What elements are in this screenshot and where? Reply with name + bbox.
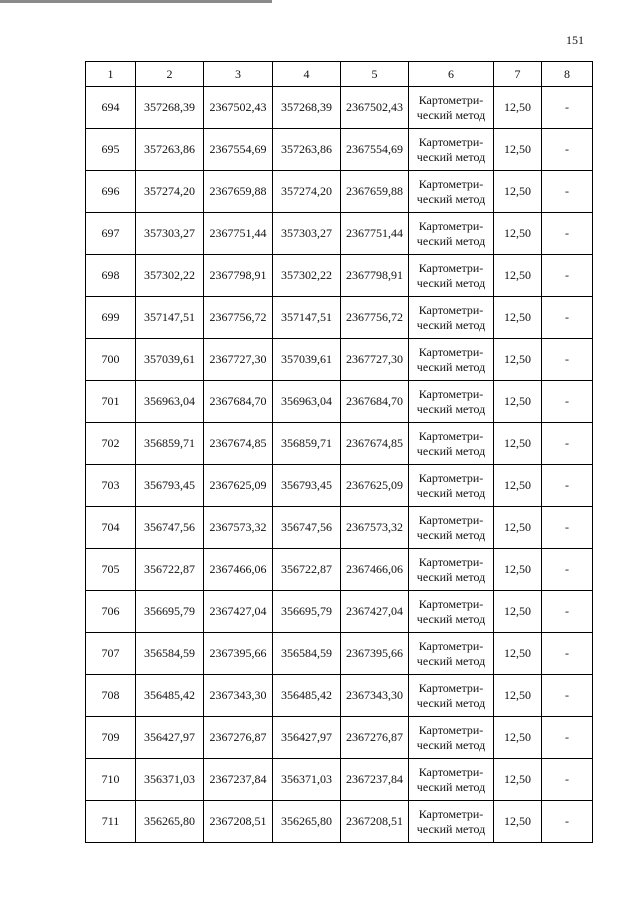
x-coordinate-cell: 356963,04 — [136, 381, 204, 423]
y-coordinate-cell: 2367237,84 — [204, 759, 273, 801]
y-coordinate-cell: 2367208,51 — [204, 801, 273, 843]
accuracy-cell: 12,50 — [494, 423, 542, 465]
point-number-cell: 711 — [86, 801, 136, 843]
header-cell: 3 — [204, 62, 273, 87]
y-coordinate-cell: 2367276,87 — [204, 717, 273, 759]
x-coordinate-cell: 356584,59 — [136, 633, 204, 675]
table-row — [86, 213, 593, 255]
y-coordinate-cell: 2367674,85 — [341, 423, 409, 465]
x-coordinate-cell: 356485,42 — [136, 675, 204, 717]
x-coordinate-cell: 356427,97 — [136, 717, 204, 759]
y-coordinate-cell: 2367208,51 — [341, 801, 409, 843]
method-line-2: ческий метод — [416, 821, 486, 836]
method-line-2: ческий метод — [416, 653, 486, 668]
x-coordinate-cell: 356793,45 — [273, 465, 341, 507]
x-coordinate-cell: 356793,45 — [136, 465, 204, 507]
x-coordinate-cell: 357263,86 — [273, 129, 341, 171]
accuracy-cell: 12,50 — [494, 339, 542, 381]
dash-cell: - — [542, 87, 593, 129]
method-line-1: Картометри- — [418, 134, 484, 149]
x-coordinate-cell: 357147,51 — [273, 297, 341, 339]
y-coordinate-cell: 2367798,91 — [204, 255, 273, 297]
method-line-1: Картометри- — [418, 638, 484, 653]
table-row — [86, 507, 593, 549]
method-line-2: ческий метод — [416, 191, 486, 206]
accuracy-cell: 12,50 — [494, 549, 542, 591]
accuracy-cell: 12,50 — [494, 129, 542, 171]
x-coordinate-cell: 357303,27 — [273, 213, 341, 255]
dash-cell: - — [542, 675, 593, 717]
x-coordinate-cell: 357274,20 — [136, 171, 204, 213]
table-row — [86, 591, 593, 633]
x-coordinate-cell: 357302,22 — [136, 255, 204, 297]
method-cell — [409, 213, 494, 255]
x-coordinate-cell: 356695,79 — [136, 591, 204, 633]
method-line-1: Картометри- — [418, 680, 484, 695]
point-number-cell: 698 — [86, 255, 136, 297]
y-coordinate-cell: 2367659,88 — [204, 171, 273, 213]
method-cell — [409, 717, 494, 759]
method-cell — [409, 423, 494, 465]
table-row — [86, 339, 593, 381]
table-row — [86, 465, 593, 507]
x-coordinate-cell: 356371,03 — [136, 759, 204, 801]
method-line-1: Картометри- — [418, 764, 484, 779]
dash-cell: - — [542, 339, 593, 381]
method-cell — [409, 591, 494, 633]
table-row — [86, 675, 593, 717]
top-rule — [0, 0, 272, 3]
method-line-2: ческий метод — [416, 485, 486, 500]
method-line-2: ческий метод — [416, 107, 486, 122]
y-coordinate-cell: 2367276,87 — [341, 717, 409, 759]
y-coordinate-cell: 2367554,69 — [341, 129, 409, 171]
accuracy-cell: 12,50 — [494, 717, 542, 759]
x-coordinate-cell: 356265,80 — [136, 801, 204, 843]
method-cell — [409, 87, 494, 129]
dash-cell: - — [542, 633, 593, 675]
method-line-2: ческий метод — [416, 443, 486, 458]
y-coordinate-cell: 2367466,06 — [204, 549, 273, 591]
table-row — [86, 171, 593, 213]
y-coordinate-cell: 2367756,72 — [341, 297, 409, 339]
point-number-cell: 707 — [86, 633, 136, 675]
point-number-cell: 708 — [86, 675, 136, 717]
method-cell — [409, 801, 494, 843]
x-coordinate-cell: 357274,20 — [273, 171, 341, 213]
method-line-2: ческий метод — [416, 359, 486, 374]
table-row — [86, 633, 593, 675]
accuracy-cell: 12,50 — [494, 633, 542, 675]
point-number-cell: 695 — [86, 129, 136, 171]
accuracy-cell: 12,50 — [494, 255, 542, 297]
point-number-cell: 696 — [86, 171, 136, 213]
y-coordinate-cell: 2367427,04 — [204, 591, 273, 633]
point-number-cell: 697 — [86, 213, 136, 255]
dash-cell: - — [542, 507, 593, 549]
point-number-cell: 694 — [86, 87, 136, 129]
x-coordinate-cell: 356859,71 — [136, 423, 204, 465]
dash-cell: - — [542, 717, 593, 759]
point-number-cell: 706 — [86, 591, 136, 633]
method-line-2: ческий метод — [416, 317, 486, 332]
method-cell — [409, 381, 494, 423]
method-line-2: ческий метод — [416, 779, 486, 794]
y-coordinate-cell: 2367727,30 — [204, 339, 273, 381]
x-coordinate-cell: 356265,80 — [273, 801, 341, 843]
y-coordinate-cell: 2367573,32 — [341, 507, 409, 549]
y-coordinate-cell: 2367674,85 — [204, 423, 273, 465]
point-number-cell: 703 — [86, 465, 136, 507]
method-cell — [409, 507, 494, 549]
y-coordinate-cell: 2367343,30 — [204, 675, 273, 717]
dash-cell: - — [542, 759, 593, 801]
y-coordinate-cell: 2367502,43 — [204, 87, 273, 129]
accuracy-cell: 12,50 — [494, 591, 542, 633]
x-coordinate-cell: 357263,86 — [136, 129, 204, 171]
y-coordinate-cell: 2367684,70 — [204, 381, 273, 423]
table-row — [86, 87, 593, 129]
dash-cell: - — [542, 129, 593, 171]
x-coordinate-cell: 356371,03 — [273, 759, 341, 801]
x-coordinate-cell: 356747,56 — [273, 507, 341, 549]
method-line-2: ческий метод — [416, 149, 486, 164]
method-line-1: Картометри- — [418, 428, 484, 443]
x-coordinate-cell: 356695,79 — [273, 591, 341, 633]
point-number-cell: 710 — [86, 759, 136, 801]
accuracy-cell: 12,50 — [494, 675, 542, 717]
y-coordinate-cell: 2367659,88 — [341, 171, 409, 213]
accuracy-cell: 12,50 — [494, 759, 542, 801]
header-cell: 7 — [494, 62, 542, 87]
x-coordinate-cell: 357302,22 — [273, 255, 341, 297]
method-line-1: Картометри- — [418, 92, 484, 107]
table-row — [86, 717, 593, 759]
x-coordinate-cell: 357147,51 — [136, 297, 204, 339]
method-line-1: Картометри- — [418, 596, 484, 611]
y-coordinate-cell: 2367395,66 — [341, 633, 409, 675]
method-cell — [409, 675, 494, 717]
header-cell: 5 — [341, 62, 409, 87]
method-line-1: Картометри- — [418, 554, 484, 569]
y-coordinate-cell: 2367727,30 — [341, 339, 409, 381]
y-coordinate-cell: 2367502,43 — [341, 87, 409, 129]
y-coordinate-cell: 2367466,06 — [341, 549, 409, 591]
dash-cell: - — [542, 549, 593, 591]
method-cell — [409, 759, 494, 801]
dash-cell: - — [542, 423, 593, 465]
point-number-cell: 704 — [86, 507, 136, 549]
accuracy-cell: 12,50 — [494, 465, 542, 507]
accuracy-cell: 12,50 — [494, 213, 542, 255]
y-coordinate-cell: 2367751,44 — [204, 213, 273, 255]
y-coordinate-cell: 2367798,91 — [341, 255, 409, 297]
method-line-2: ческий метод — [416, 695, 486, 710]
method-cell — [409, 297, 494, 339]
method-cell — [409, 339, 494, 381]
x-coordinate-cell: 357303,27 — [136, 213, 204, 255]
method-line-1: Картометри- — [418, 722, 484, 737]
dash-cell: - — [542, 297, 593, 339]
y-coordinate-cell: 2367684,70 — [341, 381, 409, 423]
x-coordinate-cell: 357268,39 — [136, 87, 204, 129]
x-coordinate-cell: 356485,42 — [273, 675, 341, 717]
page-number: 151 — [566, 33, 584, 47]
point-number-cell: 702 — [86, 423, 136, 465]
y-coordinate-cell: 2367237,84 — [341, 759, 409, 801]
method-line-2: ческий метод — [416, 233, 486, 248]
table-row — [86, 423, 593, 465]
y-coordinate-cell: 2367427,04 — [341, 591, 409, 633]
x-coordinate-cell: 356722,87 — [273, 549, 341, 591]
accuracy-cell: 12,50 — [494, 381, 542, 423]
accuracy-cell: 12,50 — [494, 801, 542, 843]
x-coordinate-cell: 356747,56 — [136, 507, 204, 549]
x-coordinate-cell: 357268,39 — [273, 87, 341, 129]
table-row — [86, 381, 593, 423]
accuracy-cell: 12,50 — [494, 87, 542, 129]
method-cell — [409, 465, 494, 507]
table-row — [86, 297, 593, 339]
table-row — [86, 801, 593, 843]
table-row — [86, 759, 593, 801]
method-line-1: Картометри- — [418, 176, 484, 191]
method-line-1: Картометри- — [418, 806, 484, 821]
y-coordinate-cell: 2367395,66 — [204, 633, 273, 675]
header-cell: 1 — [86, 62, 136, 87]
point-number-cell: 701 — [86, 381, 136, 423]
method-cell — [409, 633, 494, 675]
dash-cell: - — [542, 171, 593, 213]
method-line-2: ческий метод — [416, 275, 486, 290]
method-line-1: Картометри- — [418, 302, 484, 317]
header-cell: 2 — [136, 62, 204, 87]
method-line-1: Картометри- — [418, 512, 484, 527]
y-coordinate-cell: 2367343,30 — [341, 675, 409, 717]
method-cell — [409, 255, 494, 297]
y-coordinate-cell: 2367756,72 — [204, 297, 273, 339]
dash-cell: - — [542, 381, 593, 423]
method-cell — [409, 129, 494, 171]
dash-cell: - — [542, 801, 593, 843]
x-coordinate-cell: 356722,87 — [136, 549, 204, 591]
x-coordinate-cell: 356584,59 — [273, 633, 341, 675]
method-line-1: Картометри- — [418, 386, 484, 401]
point-number-cell: 700 — [86, 339, 136, 381]
y-coordinate-cell: 2367625,09 — [204, 465, 273, 507]
point-number-cell: 699 — [86, 297, 136, 339]
y-coordinate-cell: 2367573,32 — [204, 507, 273, 549]
method-line-1: Картометри- — [418, 344, 484, 359]
coordinates-table — [85, 61, 593, 843]
x-coordinate-cell: 357039,61 — [136, 339, 204, 381]
accuracy-cell: 12,50 — [494, 171, 542, 213]
dash-cell: - — [542, 213, 593, 255]
y-coordinate-cell: 2367751,44 — [341, 213, 409, 255]
x-coordinate-cell: 356427,97 — [273, 717, 341, 759]
method-line-1: Картометри- — [418, 260, 484, 275]
dash-cell: - — [542, 465, 593, 507]
y-coordinate-cell: 2367554,69 — [204, 129, 273, 171]
dash-cell: - — [542, 591, 593, 633]
y-coordinate-cell: 2367625,09 — [341, 465, 409, 507]
accuracy-cell: 12,50 — [494, 297, 542, 339]
table-header-row — [86, 62, 593, 87]
table-row — [86, 549, 593, 591]
x-coordinate-cell: 357039,61 — [273, 339, 341, 381]
dash-cell: - — [542, 255, 593, 297]
header-cell: 6 — [409, 62, 494, 87]
header-cell: 4 — [273, 62, 341, 87]
method-line-1: Картометри- — [418, 470, 484, 485]
x-coordinate-cell: 356859,71 — [273, 423, 341, 465]
method-line-2: ческий метод — [416, 527, 486, 542]
method-line-2: ческий метод — [416, 401, 486, 416]
point-number-cell: 705 — [86, 549, 136, 591]
method-line-2: ческий метод — [416, 737, 486, 752]
method-line-2: ческий метод — [416, 611, 486, 626]
method-line-2: ческий метод — [416, 569, 486, 584]
table-row — [86, 129, 593, 171]
method-cell — [409, 549, 494, 591]
header-cell: 8 — [542, 62, 593, 87]
x-coordinate-cell: 356963,04 — [273, 381, 341, 423]
accuracy-cell: 12,50 — [494, 507, 542, 549]
point-number-cell: 709 — [86, 717, 136, 759]
method-line-1: Картометри- — [418, 218, 484, 233]
table-row — [86, 255, 593, 297]
method-cell — [409, 171, 494, 213]
